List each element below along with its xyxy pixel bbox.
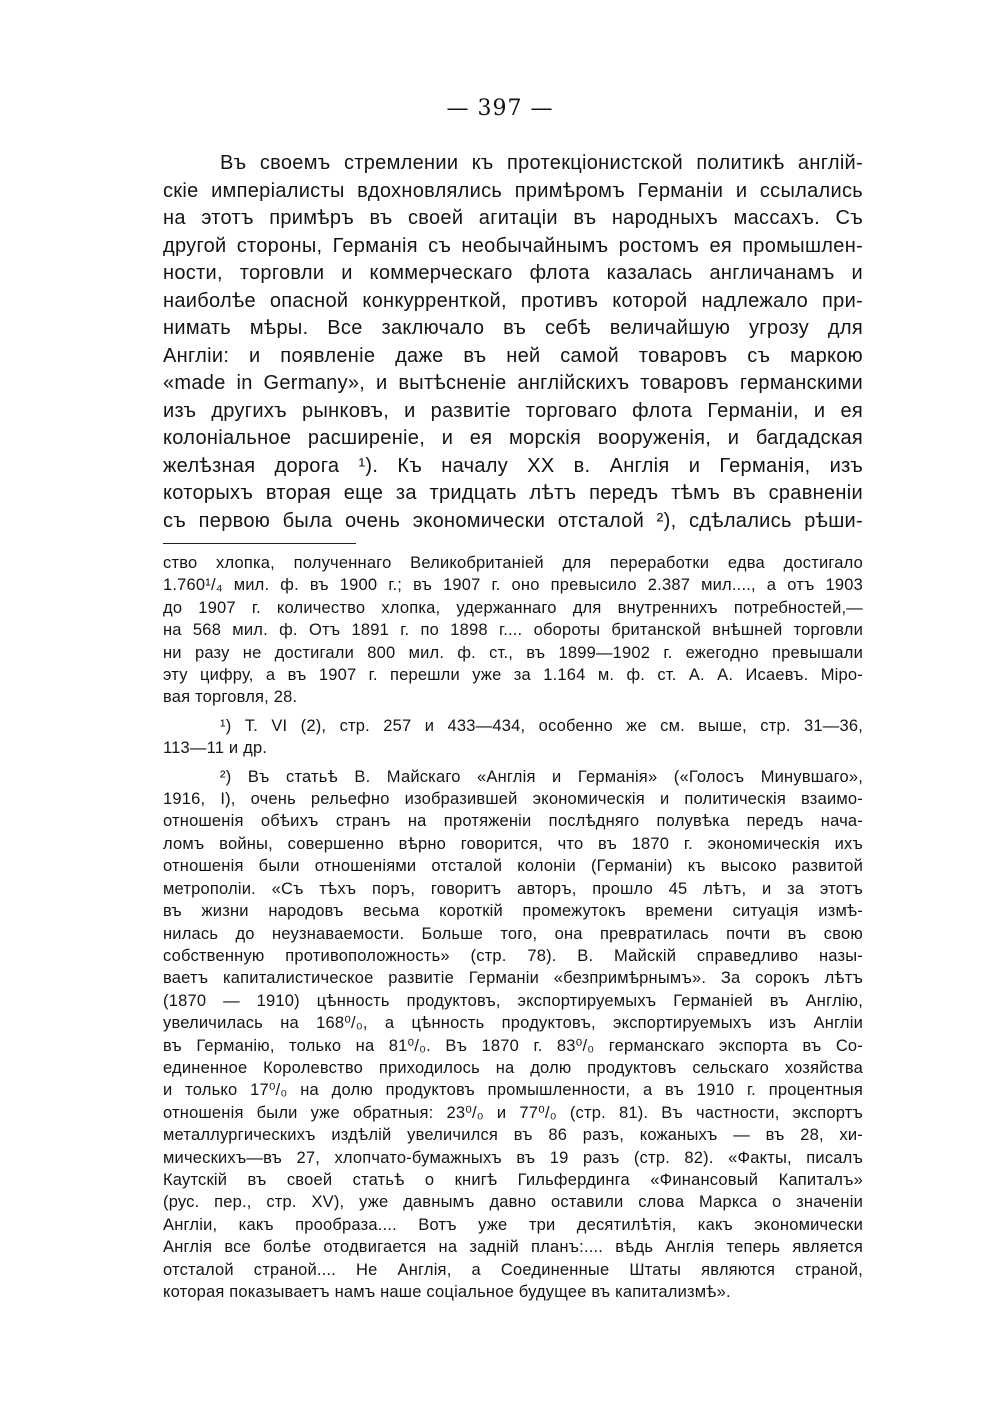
footnote-continuation bbox=[163, 552, 863, 709]
footnote-line: и только 17⁰/₀ на долю продуктовъ промышленности, а въ 1910 г. процентныя bbox=[163, 1081, 863, 1100]
text-line: Англіи: и появленіе даже въ ней самой товаровъ съ маркою bbox=[163, 344, 863, 367]
footnote-line: эту цифру, а въ 1907 г. перешли уже за 1.164 м. ф. ст. А. А. Исаевъ. Міро- bbox=[163, 666, 863, 685]
footnote-line: отношенія были отношеніями отсталой колоніи (Германіи) къ высоко развитой bbox=[163, 857, 863, 876]
text-line: изъ другихъ рынковъ, и развитіе торговаго флота Германіи, и ея bbox=[163, 399, 863, 422]
footnote-line: отсталой страной.... Не Англія, а Соединенные Штаты являются страной, bbox=[163, 1260, 863, 1279]
footnote-line: собственную противоположность» (стр. 78). В. Майскій справедливо назы- bbox=[163, 946, 863, 965]
text-line: на этотъ примѣръ въ своей агитаціи въ народныхъ массахъ. Съ bbox=[163, 207, 863, 229]
text-line: Въ своемъ стремлении къ протекціонистской политикѣ англій- bbox=[220, 152, 863, 174]
text-line: другой стороны, Германія съ необычайнымъ ростомъ ея промышлен- bbox=[163, 234, 863, 257]
footnote-line: которая показываетъ намъ наше соціальное будущее въ капитализмѣ». bbox=[163, 1283, 731, 1301]
footnote-1 bbox=[163, 715, 863, 760]
footnote-line: Каутскій въ своей статьѣ о книгѣ Гильфердинга «Финансовый Капиталъ» bbox=[163, 1170, 863, 1189]
text-line: желѣзная дорога ¹). Къ началу XX в. Англія и Германія, изъ bbox=[163, 454, 863, 477]
footnote-2 bbox=[163, 766, 863, 1304]
footnote-line: 1.760¹/₄ мил. ф. въ 1900 г.; въ 1907 г. оно превысило 2.387 мил...., а отъ 1903 bbox=[163, 576, 863, 595]
footnote-line: ¹) Т. VI (2), стр. 257 и 433—434, особенно же см. выше, стр. 31—36, bbox=[220, 716, 863, 735]
footnote-line: отношенія были уже обратныя: 23⁰/₀ и 77⁰/₀ (стр. 81). Въ частности, экспортъ bbox=[163, 1103, 863, 1122]
text-line: наиболѣе опасной конкурренткой, противъ которой надлежало при- bbox=[163, 289, 863, 312]
footnotes bbox=[163, 552, 863, 1303]
footnote-line: на 568 мил. ф. Отъ 1891 г. по 1898 г.... обороты британской внѣшней торговли bbox=[163, 621, 863, 640]
text-line: нимать мѣры. Все заключало въ себѣ величайшую угрозу для bbox=[163, 317, 863, 339]
footnote-line: вая торговля, 28. bbox=[163, 688, 298, 707]
footnote-line: увеличилась на 168⁰/₀, а цѣнность продуктовъ, экспортируемыхъ изъ Англіи bbox=[163, 1014, 863, 1033]
footnote-line: нилась до неузнаваемости. Больше того, она превратилась почти въ свою bbox=[163, 924, 863, 943]
footnote-line: (1870 — 1910) цѣнность продуктовъ, экспортируемыхъ Германіей въ Англію, bbox=[163, 991, 863, 1010]
text-line: ности, торговли и коммерческаго флота казалась англичанамъ и bbox=[163, 262, 863, 284]
text-line: скіе имперіалисты вдохновлялись примѣромъ Германіи и ссылались bbox=[163, 179, 863, 202]
text-line: «made in Germany», и вытѣсненіе англійскихъ товаровъ германскими bbox=[163, 372, 863, 394]
footnote-line: Англія все болѣе отодвигается на задній планъ:.... вѣдь Англія теперь является bbox=[163, 1238, 863, 1257]
footnote-line: 1916, I), очень рельефно изобразившей экономическія и политическія взаимо- bbox=[163, 790, 863, 809]
footnote-line: въ жизни народовъ весьма короткій промежутокъ времени ситуація измѣ- bbox=[163, 902, 863, 921]
footnote-line: ваетъ капиталистическое развитіе Германіи «безпримѣрнымъ». За сорокъ лѣтъ bbox=[163, 969, 863, 988]
footnote-line: (рус. пер., стр. XV), уже давнымъ давно оставили слова Маркса о значеніи bbox=[163, 1193, 863, 1212]
text-line: которыхъ вторая еще за тридцать лѣтъ передъ тѣмъ въ сравненіи bbox=[163, 482, 863, 504]
footnote-line: металлургическихъ издѣлій увеличился въ 86 разъ, кожаныхъ — въ 28, хи- bbox=[163, 1126, 863, 1145]
page-number: — 397 — bbox=[446, 96, 554, 121]
text-line: колоніальное расширеніе, и ея морскія вооруженія, и багдадская bbox=[163, 427, 863, 449]
footnote-line: ломъ войны, совершенно вѣрно говорится, что въ 1870 г. экономическія ихъ bbox=[163, 834, 863, 853]
footnote-line: ²) Въ статьѣ В. Майскаго «Англія и Германія» («Голосъ Минувшаго», bbox=[220, 767, 863, 786]
text-line: съ первою была очень экономичеcки отсталой ²), сдѣлались рѣши- bbox=[163, 509, 863, 532]
footnote-line: Англіи, какъ прообраза.... Вотъ уже три десятилѣтія, какъ экономически bbox=[163, 1215, 863, 1234]
footnote-line: мическихъ—въ 27, хлопчато-бумажныхъ въ 19 разъ (стр. 82). «Факты, писалъ bbox=[163, 1148, 863, 1167]
footnote-line: 113—11 и др. bbox=[163, 739, 268, 758]
footnote-separator bbox=[163, 543, 356, 544]
footnote-line: ство хлопка, полученнаго Великобританіей для переработки едва достигало bbox=[163, 554, 863, 572]
footnote-line: ни разу не достигали 800 мил. ф. ст., въ 1899—1902 г. ежегодно превышали bbox=[163, 643, 863, 662]
footnote-line: единенное Королевство приходилось на долю продуктовъ сельскаго хозяйства bbox=[163, 1058, 863, 1077]
main-paragraph bbox=[163, 150, 863, 535]
footnote-line: до 1907 г. количество хлопка, удержаннаго для внутреннихъ потребностей,— bbox=[163, 598, 863, 617]
footnote-line: отношенія обѣихъ странъ на протяженіи послѣдняго полувѣка передъ нача- bbox=[163, 812, 863, 831]
footnote-line: метрополіи. «Съ тѣхъ поръ, говоритъ авторъ, прошло 45 лѣтъ, и за этотъ bbox=[163, 879, 863, 898]
footnote-line: въ Германію, только на 81⁰/₀. Въ 1870 г. 83⁰/₀ германскаго экспорта въ Со- bbox=[163, 1036, 863, 1055]
